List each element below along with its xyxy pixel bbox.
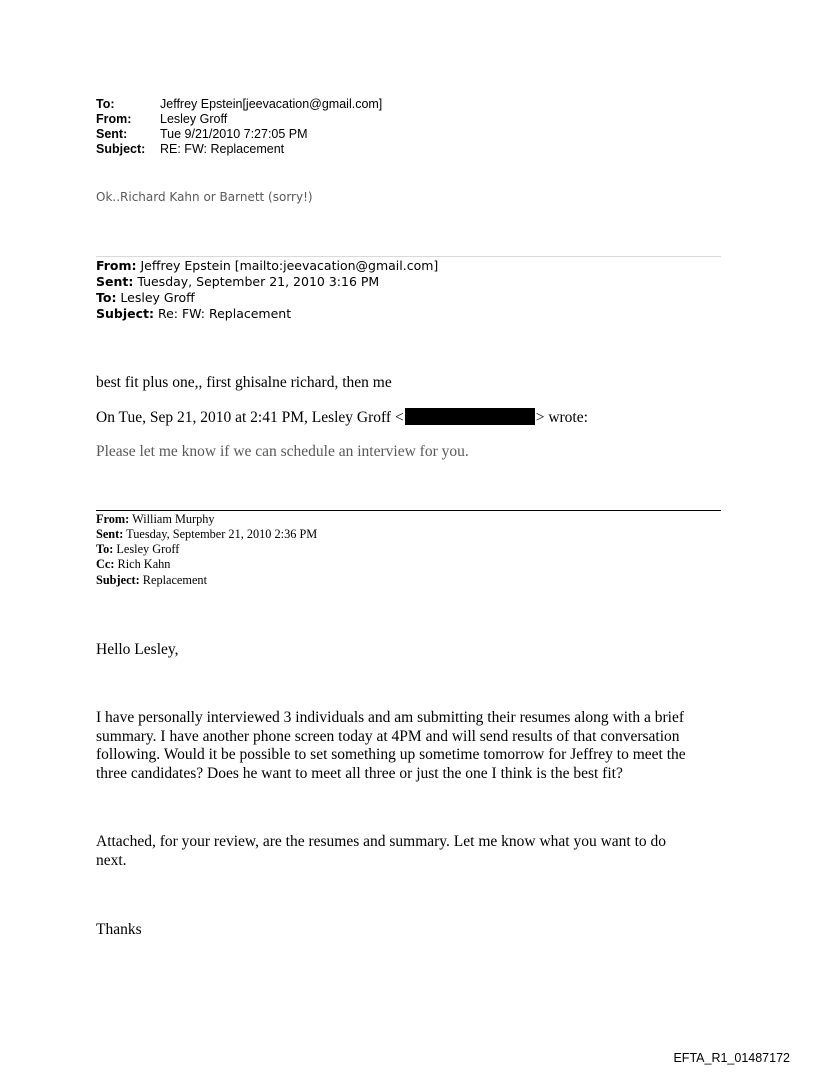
sent-label: Sent: <box>96 127 128 141</box>
q2-sent-label: Sent: <box>96 527 124 541</box>
q1-sent-row <box>96 274 379 290</box>
q1-subject-value: Re: FW: Replacement <box>154 306 292 321</box>
q2-cc-row <box>96 557 170 572</box>
paragraph-1-line: summary. I have another phone screen today at 4PM and will send results of that conversation <box>96 727 680 745</box>
q1-to-row <box>96 290 195 306</box>
q2-subject-value: Replacement <box>139 573 207 587</box>
paragraph-1-line: I have personally interviewed 3 individuals and am submitting their resumes along with a brief <box>96 709 684 726</box>
q1-subject-row <box>96 306 291 322</box>
q2-cc-label: Cc: <box>96 557 115 571</box>
greeting: Hello Lesley, <box>96 641 179 658</box>
reply-body: Ok..Richard Kahn or Barnett (sorry!) <box>96 190 313 204</box>
body-paragraph-1 <box>96 709 721 784</box>
q1-subject-label: Subject: <box>96 306 154 321</box>
q2-subject-row <box>96 573 207 588</box>
q2-from-value: William Murphy <box>129 512 215 526</box>
closing: Thanks <box>96 921 142 938</box>
to-value: Jeffrey Epstein[jeevacation@gmail.com] <box>160 97 383 111</box>
q1-to-label: To: <box>96 290 117 305</box>
q1-to-value: Lesley Groff <box>116 290 195 305</box>
q2-to-label: To: <box>96 542 114 556</box>
q2-sent-row <box>96 527 317 542</box>
q1-from-row <box>96 258 438 274</box>
sent-value: Tue 9/21/2010 7:27:05 PM <box>160 127 308 141</box>
paragraph-1-line: three candidates? Does he want to meet all three or just the one I think is the best fit? <box>96 765 623 783</box>
redaction-box <box>405 408 535 425</box>
paragraph-1-line: following. Would it be possible to set something up sometime tomorrow for Jeffrey to meet the <box>96 746 686 764</box>
q2-cc-value: Rich Kahn <box>114 557 171 571</box>
paragraph-2-line: next. <box>96 851 127 869</box>
document-id: EFTA_R1_01487172 <box>673 1051 790 1065</box>
body-paragraph-2 <box>96 833 721 870</box>
q1-from-label: From: <box>96 258 137 273</box>
subject-value: RE: FW: Replacement <box>160 142 285 156</box>
attribution-prefix: On Tue, Sep 21, 2010 at 2:41 PM, Lesley Groff < <box>96 409 404 426</box>
divider-dark <box>96 510 721 511</box>
q2-to-value: Lesley Groff <box>113 542 180 556</box>
q2-from-row <box>96 512 215 527</box>
q2-from-label: From: <box>96 512 130 526</box>
q1-sent-label: Sent: <box>96 274 134 289</box>
attribution-line <box>96 408 588 427</box>
q1-from-value: Jeffrey Epstein [mailto:jeevacation@gmail.com] <box>136 258 439 273</box>
divider-light <box>96 256 721 257</box>
q1-sent-value: Tuesday, September 21, 2010 3:16 PM <box>133 274 380 289</box>
from-value: Lesley Groff <box>160 112 228 126</box>
paragraph-2-line: Attached, for your review, are the resumes and summary. Let me know what you want to do <box>96 833 667 850</box>
epstein-reply: best fit plus one,, first ghisalne richard, then me <box>96 374 392 391</box>
groff-message: Please let me know if we can schedule an interview for you. <box>96 443 469 460</box>
q2-sent-value: Tuesday, September 21, 2010 2:36 PM <box>123 527 318 541</box>
q2-subject-label: Subject: <box>96 573 140 587</box>
attribution-suffix: > wrote: <box>535 409 588 426</box>
to-label: To: <box>96 97 115 111</box>
subject-label: Subject: <box>96 142 146 156</box>
from-label: From: <box>96 112 132 126</box>
q2-to-row <box>96 542 179 557</box>
